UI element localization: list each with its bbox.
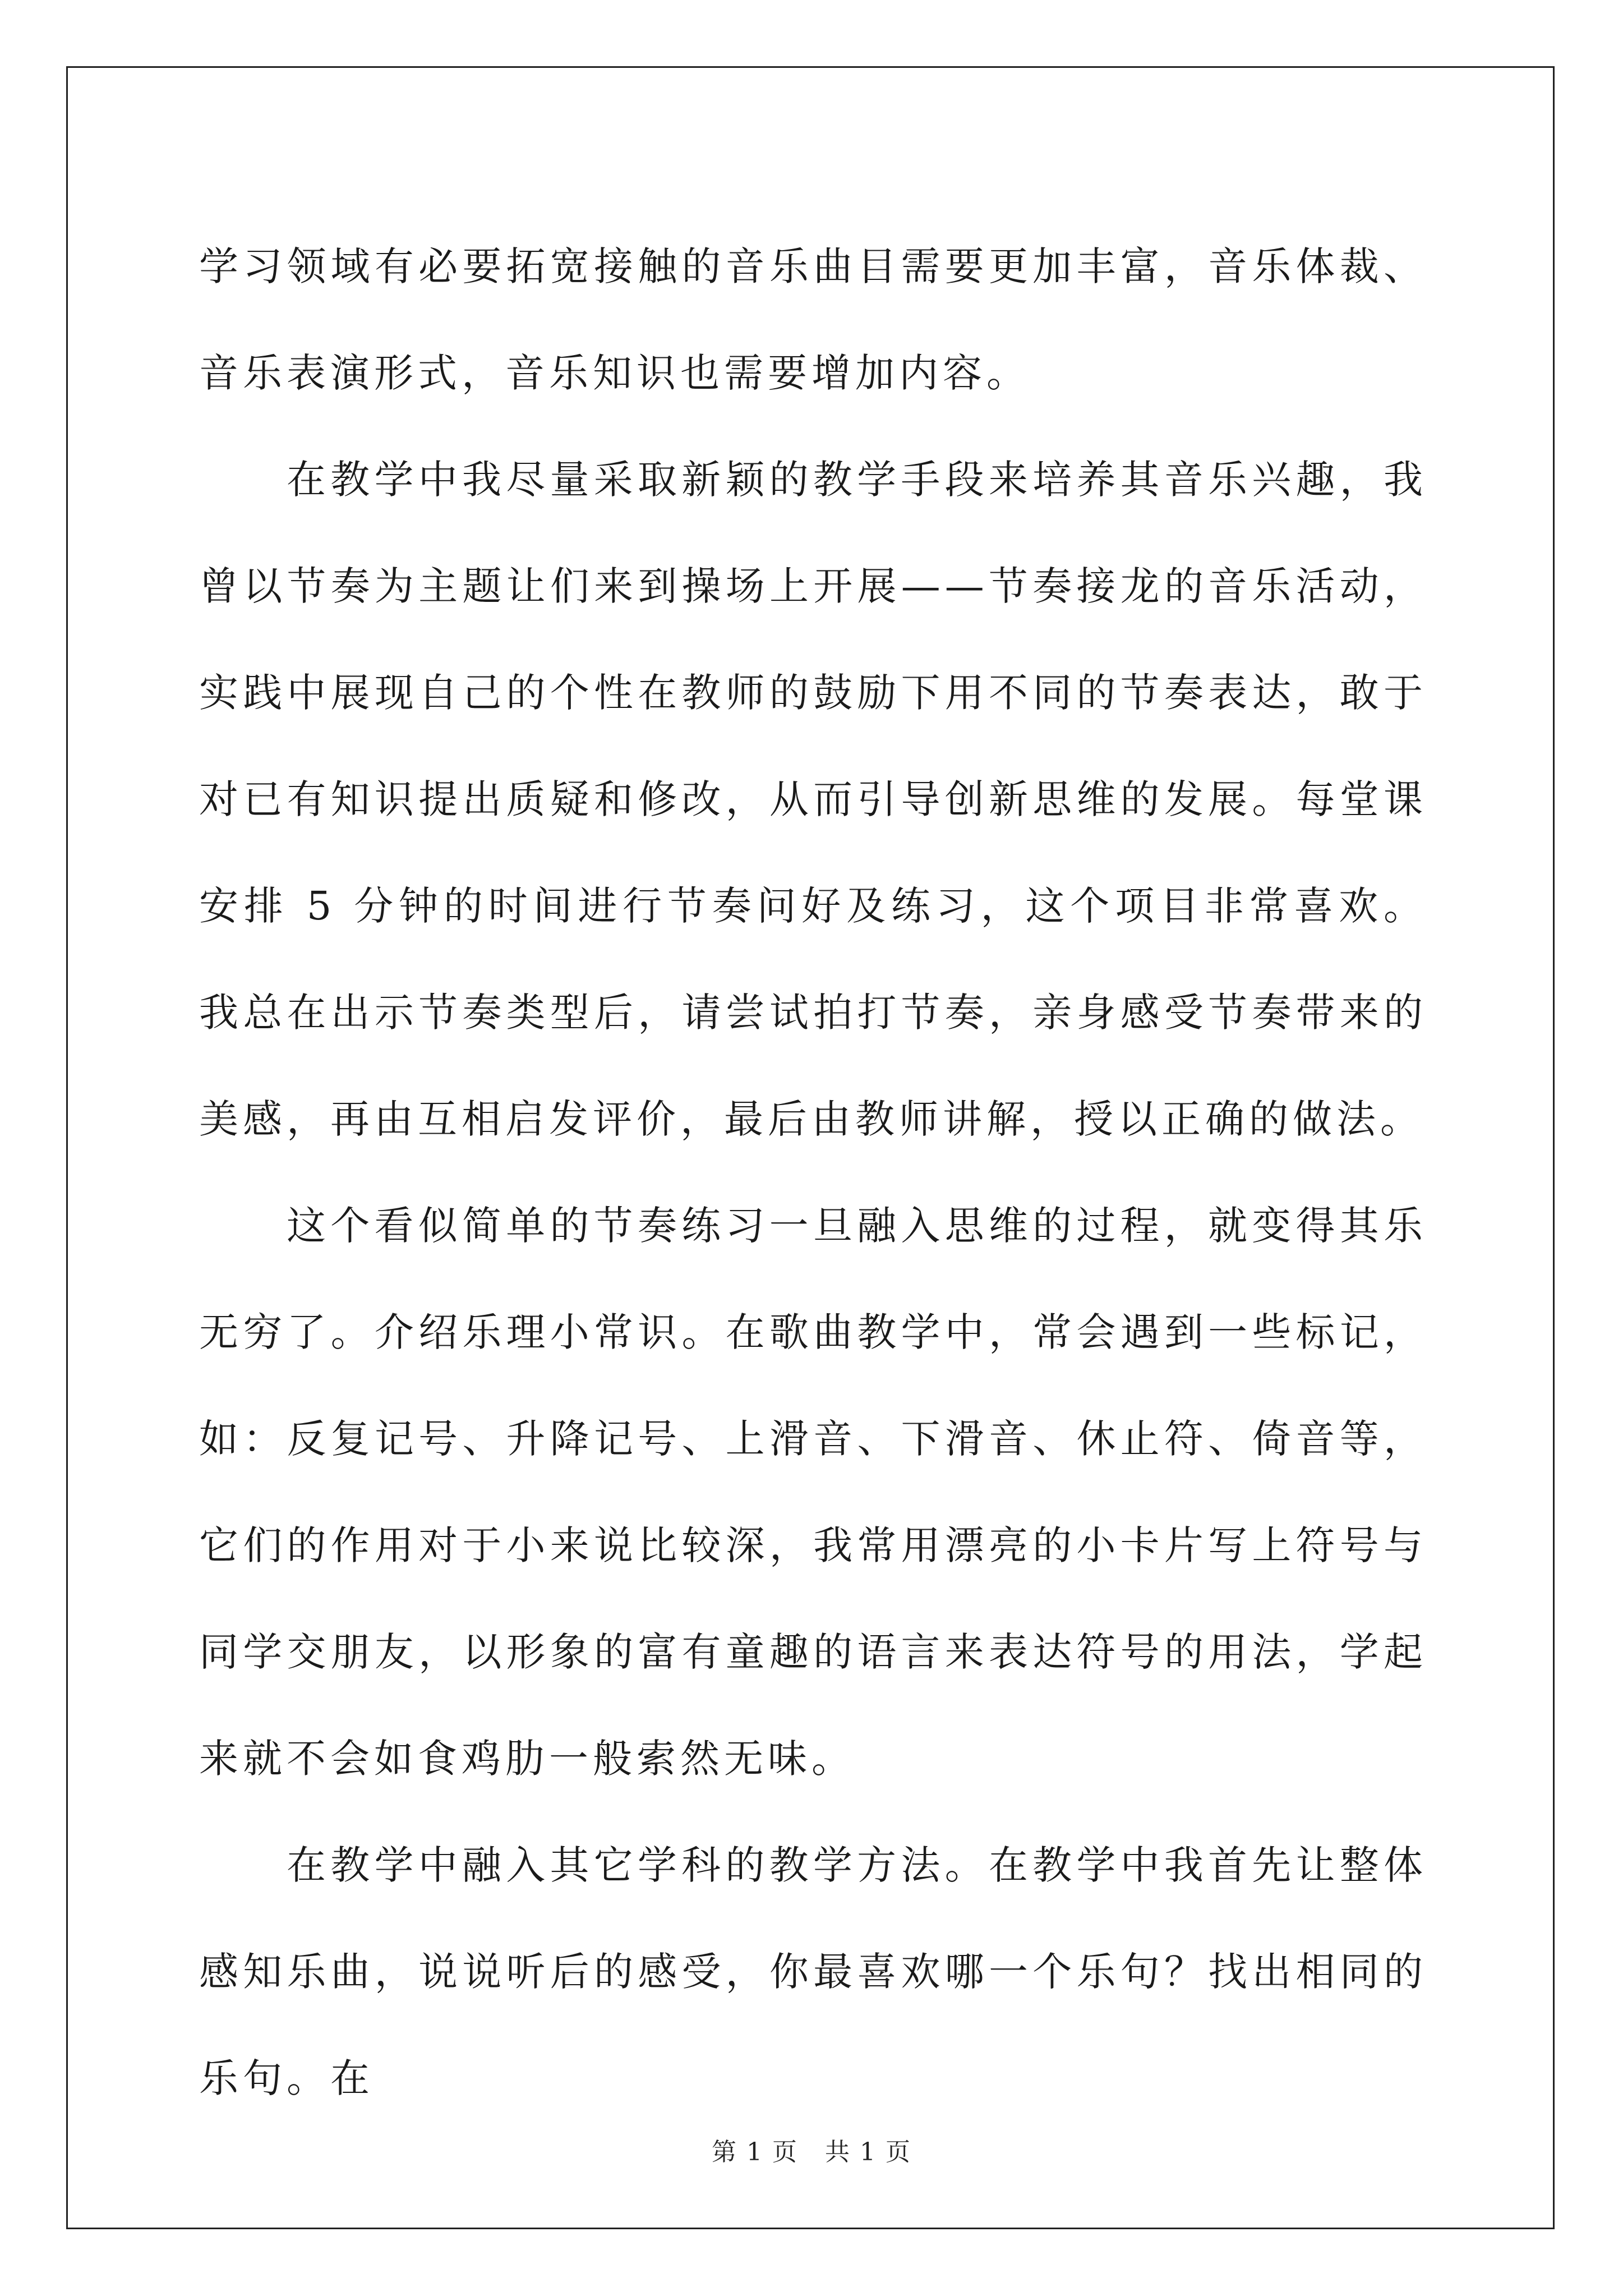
- paragraph-3: 这个看似简单的节奏练习一旦融入思维的过程，就变得其乐无穷了。介绍乐理小常识。在歌曲教学中，常会遇到一些标记，如：反复记号、升降记号、上滑音、下滑音、休止符、倚音等，它们的作用对于小来说比较深，我常用漂亮的小卡片写上符号与同学交朋友，以形象的富有童趣的语言来表达符号的用法，学起来就不会如食鸡肋一般索然无味。: [199, 1203, 1427, 1782]
- page-footer: [0, 2132, 1623, 2168]
- page-number: 第 1 页: [712, 2138, 798, 2166]
- page-total: 共 1 页: [825, 2138, 911, 2166]
- paragraph-4: 在教学中融入其它学科的教学方法。在教学中我首先让整体感知乐曲，说说听后的感受，你最喜欢哪一个乐句？找出相同的乐句。在: [199, 1842, 1427, 2101]
- paragraph-2: 在教学中我尽量采取新颖的教学手段来培养其音乐兴趣，我曾以节奏为主题让们来到操场上开展——节奏接龙的音乐活动，实践中展现自己的个性在教师的鼓励下用不同的节奏表达，敢于对已有知识提出质疑和修改，从而引导创新思维的发展。每堂课安排 5 分钟的时间进行节奏问好及练习，这个项目非常喜欢。我总在出示节奏类型后，请尝试拍打节奏，亲身感受节奏带来的美感，再由互相启发评价，最后由教师讲解，授以正确的做法。: [199, 457, 1427, 1142]
- document-body: [199, 213, 1427, 2132]
- paragraph-1: 学习领域有必要拓宽接触的音乐曲目需要更加丰富，音乐体裁、音乐表演形式，音乐知识也需要增加内容。: [199, 243, 1427, 396]
